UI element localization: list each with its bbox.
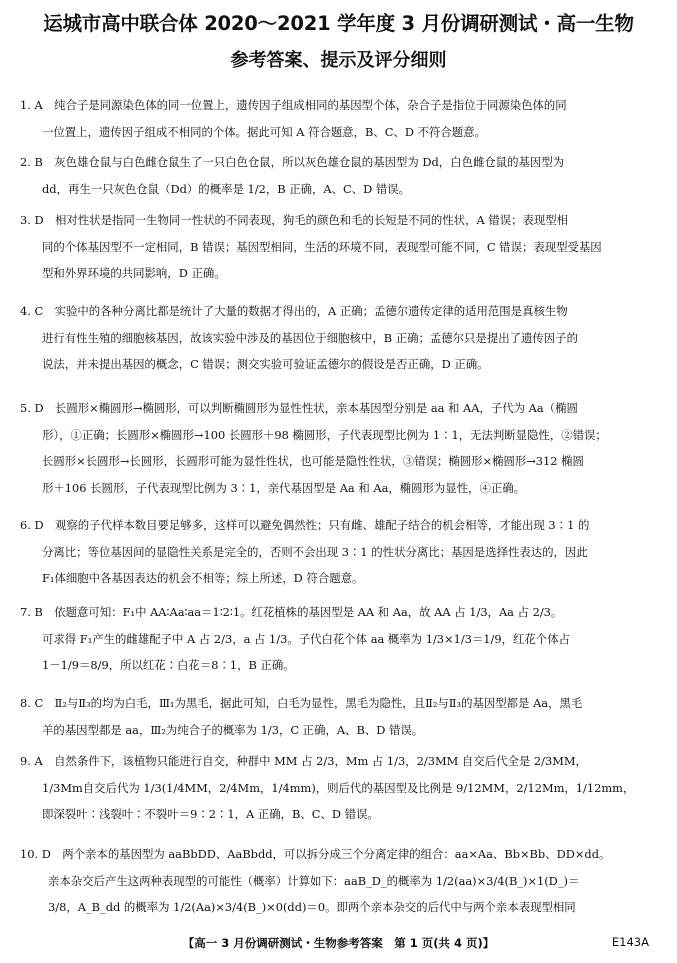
answer-item-4 (20, 298, 665, 378)
answer-line: 10. D 两个亲本的基因型为 aaBbDD、AaBbdd，可以拆分成三个分离定律的组合：aa×Aa、Bb×Bb、DD×dd。 (20, 847, 611, 861)
answer-line: 4. C 实验中的各种分离比都是统计了大量的数据才得出的，A 正确；孟德尔遗传定律的适用范围是真核生物 (20, 304, 568, 318)
answer-line: 型和外界环境的共同影响，D 正确。 (42, 266, 226, 280)
answer-line: 2. B 灰色雄仓鼠与白色雌仓鼠生了一只白色仓鼠，所以灰色雄仓鼠的基因型为 Dd，白色雌仓鼠的基因型为 (20, 155, 565, 169)
answer-line: 羊的基因型都是 aa，Ⅲ₂为纯合子的概率为 1/3，C 正确，A、B、D 错误。 (42, 722, 424, 737)
answer-item-10 (20, 841, 665, 921)
answer-line: 一位置上，遗传因子组成不相同的个体。据此可知 A 符合题意，B、C、D 不符合题意。 (42, 124, 486, 139)
footer-page-info: 【高一 3 月份调研测试・生物参考答案 第 1 页(共 4 页)】 (182, 936, 495, 950)
answer-item-9 (20, 748, 665, 828)
answer-line: 3. D 相对性状是指同一生物同一性状的不同表现，狗毛的颜色和毛的长短是不同的性状，A 错误；表现型相 (20, 213, 569, 227)
answer-line: 3/8，A_B_dd 的概率为 1/2(Aa)×3/4(B_)×0(dd)＝0。即两个亲本杂交的后代中与两个亲本表现型相同 (48, 900, 576, 914)
answer-line: 形＋106 长圆形，子代表现型比例为 3∶1，亲代基因型是 Aa 和 Aa，椭圆形为显性，④正确。 (42, 480, 526, 495)
answer-line: 说法，并未提出基因的概念，C 错误；测交实验可验证孟德尔的假设是否正确，D 正确。 (42, 357, 489, 371)
answer-line: F₁体细胞中各基因表达的机会不相等；综上所述，D 符合题意。 (42, 571, 364, 585)
document-title: 运城市高中联合体 2020～2021 学年度 3 月份调研测试・高一生物 (43, 12, 634, 35)
answer-line: 5. D 长圆形×椭圆形→椭圆形，可以判断椭圆形为显性性状，亲本基因型分别是 aa 和 AA，子代为 Aa（椭圆 (20, 401, 578, 415)
answer-line: 进行有性生殖的细胞核基因，故该实验中涉及的基因位于细胞核中，B 正确；孟德尔只是提出了遗传因子的 (42, 330, 578, 345)
answer-line: 7. B 依题意可知：F₁中 AA∶Aa∶aa＝1∶2∶1。红花植株的基因型是 AA 和 Aa，故 AA 占 1/3，Aa 占 2/3。 (20, 605, 563, 619)
answer-line: 亲本杂交后产生这两种表现型的可能性（概率）计算如下：aaB_D_的概率为 1/2(aa)×3/4(B_)×1(D_)＝ (48, 873, 580, 888)
answer-line: 1. A 纯合子是同源染色体的同一位置上，遗传因子组成相同的基因型个体，杂合子是指位于同源染色体的同 (20, 98, 567, 112)
answer-item-5 (20, 395, 665, 501)
answer-line: 8. C Ⅱ₂与Ⅱ₃的均为白毛，Ⅲ₁为黑毛，据此可知，白毛为显性，黑毛为隐性，且Ⅱ₂与Ⅱ₃的基因型都是 Aa，黑毛 (20, 696, 583, 710)
answer-item-2 (20, 149, 665, 202)
answer-line: 分离比；等位基因间的显隐性关系是完全的，否则不会出现 3∶1 的性状分离比；基因是选择性表达的，因此 (42, 544, 588, 559)
answer-item-1 (20, 92, 665, 145)
answer-line: 形），①正确；长圆形×椭圆形→100 长圆形＋98 椭圆形，子代表现型比例为 1∶1，无法判断显隐性，②错误； (42, 427, 607, 442)
answer-line: dd，再生一只灰色仓鼠（Dd）的概率是 1/2，B 正确，A、C、D 错误。 (42, 181, 411, 196)
answer-item-6 (20, 512, 665, 592)
answer-line: 6. D 观察的子代样本数目要足够多，这样可以避免偶然性；只有雌、雄配子结合的机会相等，才能出现 3∶1 的 (20, 518, 590, 532)
document-subtitle: 参考答案、提示及评分细则 (230, 50, 447, 71)
answer-line: 1－1/9＝8/9，所以红花∶白花＝8∶1，B 正确。 (42, 658, 295, 672)
answer-line: 9. A 自然条件下，该植物只能进行自交，种群中 MM 占 2/3，Mm 占 1/3，2/3MM 自交后代全是 2/3MM， (20, 754, 587, 768)
answer-line: 可求得 F₁产生的雌雄配子中 A 占 2/3，a 占 1/3。子代白花个体 aa 概率为 1/3×1/3＝1/9，红花个体占 (42, 631, 570, 646)
answer-line: 长圆形×长圆形→长圆形，长圆形可能为显性性状，也可能是隐性性状，③错误；椭圆形×椭圆形→312 椭圆 (42, 454, 584, 468)
answer-item-8 (20, 690, 665, 743)
answer-item-7 (20, 599, 665, 679)
footer-code: E143A (611, 935, 649, 949)
answer-line: 同的个体基因型不一定相同，B 错误；基因型相同，生活的环境不同，表现型可能不同，C 错误；表现型受基因 (42, 239, 602, 254)
answer-line: 即深裂叶∶浅裂叶∶不裂叶＝9∶2∶1，A 正确，B、C、D 错误。 (42, 807, 379, 821)
answer-line: 1/3Mm自交后代为 1/3(1/4MM，2/4Mm，1/4mm)，则后代的基因型及比例是 9/12MM，2/12Mm，1/12mm， (42, 780, 635, 795)
answer-item-3 (20, 207, 665, 287)
